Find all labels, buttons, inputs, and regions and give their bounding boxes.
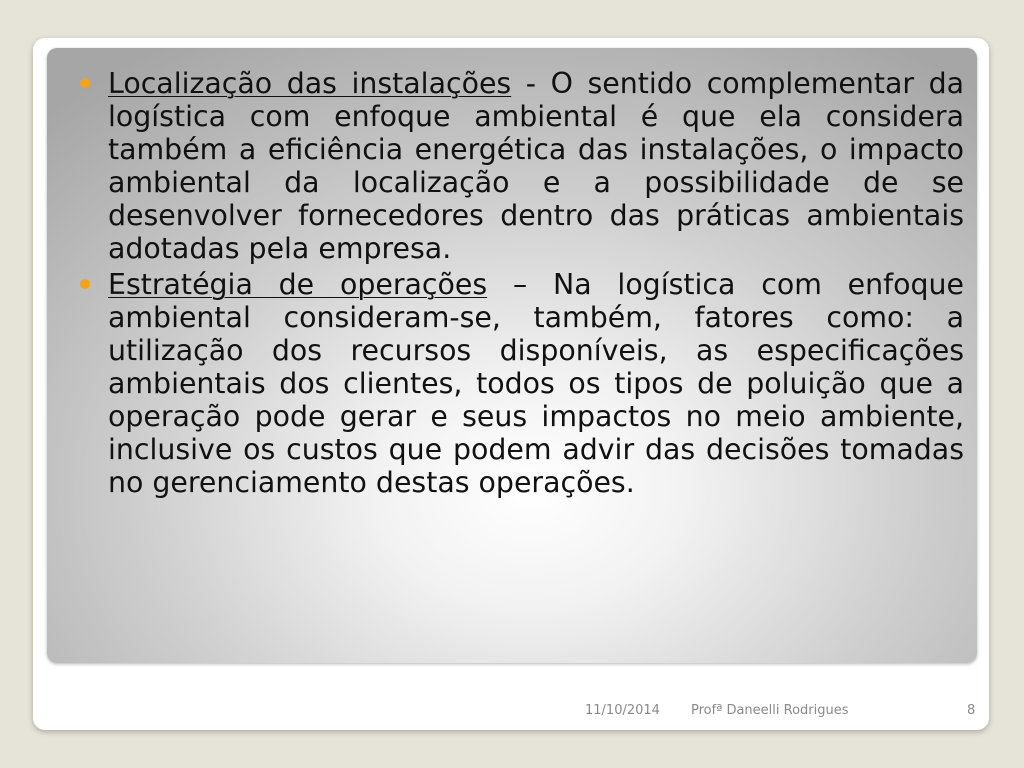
- bullet-term: Estratégia de operações: [108, 268, 488, 301]
- footer-author: Profª Daneelli Rodrigues: [691, 703, 849, 718]
- bullet-text: – Na logística com enfoque ambiental consideram-se, também, fatores como: a utilização dos recursos disponíveis, as especificações ambientais dos clientes, todos os tipos de poluição que a operação pode gerar e seus impactos no meio ambiente, inclusive os custos que podem advir das decisões tomadas no gerenciamento destas operações.: [108, 268, 964, 499]
- bullet-dot-icon: [80, 279, 90, 289]
- footer-page-number: 8: [967, 703, 976, 718]
- bullet-text: - O sentido complementar da logística com enfoque ambiental é que ela considera também a eficiência energética das instalações, o impacto ambiental da localização e a possibilidade de se desenvolver fornecedores dentro das práticas ambientais adotadas pela empresa.: [108, 67, 964, 265]
- footer-date: 11/10/2014: [585, 703, 660, 718]
- bullet-item-location: [108, 67, 964, 265]
- bullet-item-strategy: [108, 268, 964, 499]
- bullet-list: [108, 67, 964, 502]
- bullet-term: Localização das instalações: [108, 67, 512, 100]
- bullet-dot-icon: [80, 78, 90, 88]
